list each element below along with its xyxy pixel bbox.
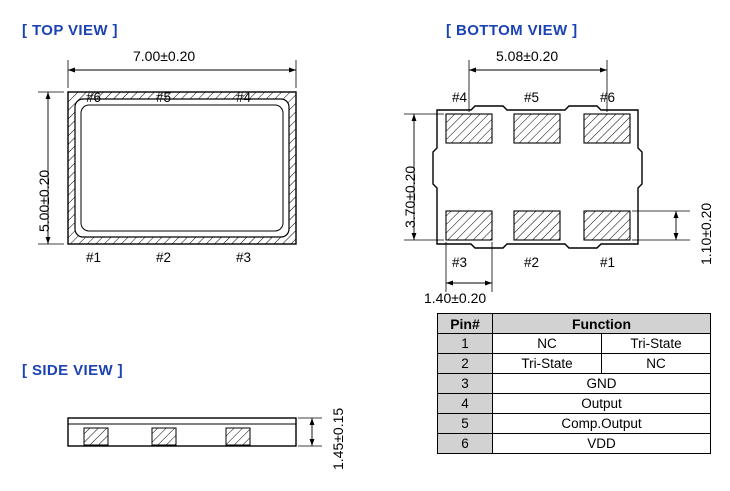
cell-function-a: VDD: [493, 434, 711, 454]
header-pin: Pin#: [438, 314, 493, 334]
cell-pin: 6: [438, 434, 493, 454]
top-view-pin-5: #5: [156, 90, 172, 105]
bottom-view-span-dimension: 3.70±0.20: [402, 165, 418, 228]
bottom-view-pitch-dimension: 5.08±0.20: [496, 48, 559, 64]
table-row: [438, 434, 711, 454]
bottom-view-pin-2: #2: [524, 255, 540, 270]
top-view-pin-2: #2: [156, 250, 172, 265]
cell-function-a: GND: [493, 374, 711, 394]
table-row: [438, 394, 711, 414]
cell-pin: 4: [438, 394, 493, 414]
cell-function-a: Output: [493, 394, 711, 414]
side-view-drawing: [68, 418, 322, 446]
table-row: [438, 354, 711, 374]
cell-function-a: Comp.Output: [493, 414, 711, 434]
top-view-height-dimension: 5.00±0.20: [36, 169, 52, 232]
bottom-view-pin-6: #6: [600, 90, 616, 105]
cell-pin: 1: [438, 334, 493, 354]
table-row: [438, 414, 711, 434]
table-row: [438, 374, 711, 394]
top-view-drawing: [38, 60, 296, 244]
cell-function-b: Tri-State: [602, 334, 711, 354]
cell-pin: 3: [438, 374, 493, 394]
cell-function-b: NC: [602, 354, 711, 374]
top-view-pin-6: #6: [86, 90, 102, 105]
top-view-pin-4: #4: [236, 90, 252, 105]
bottom-view-pin-5: #5: [524, 90, 540, 105]
top-view-pin-3: #3: [236, 250, 252, 265]
bottom-view-pin-3: #3: [452, 255, 468, 270]
top-view-width-dimension: 7.00±0.20: [133, 48, 196, 64]
header-function: Function: [493, 314, 711, 334]
bottom-view-pad-height-dimension: 1.10±0.20: [698, 202, 714, 265]
bottom-view-label: [ BOTTOM VIEW ]: [446, 22, 578, 39]
cell-function-a: Tri-State: [493, 354, 602, 374]
side-view-height-dimension: 1.45±0.15: [330, 407, 346, 470]
cell-pin: 2: [438, 354, 493, 374]
top-view-pin-1: #1: [86, 250, 102, 265]
top-view-label: [ TOP VIEW ]: [22, 22, 118, 39]
cell-function-a: NC: [493, 334, 602, 354]
pin-function-table: [437, 313, 711, 454]
bottom-view-pin-1: #1: [600, 255, 616, 270]
bottom-view-drawing: [404, 60, 690, 292]
table-header-row: [438, 314, 711, 334]
table-row: [438, 334, 711, 354]
bottom-view-pad-width-dimension: 1.40±0.20: [424, 290, 487, 306]
cell-pin: 5: [438, 414, 493, 434]
side-view-label: [ SIDE VIEW ]: [22, 362, 124, 379]
bottom-view-pin-4: #4: [452, 90, 468, 105]
